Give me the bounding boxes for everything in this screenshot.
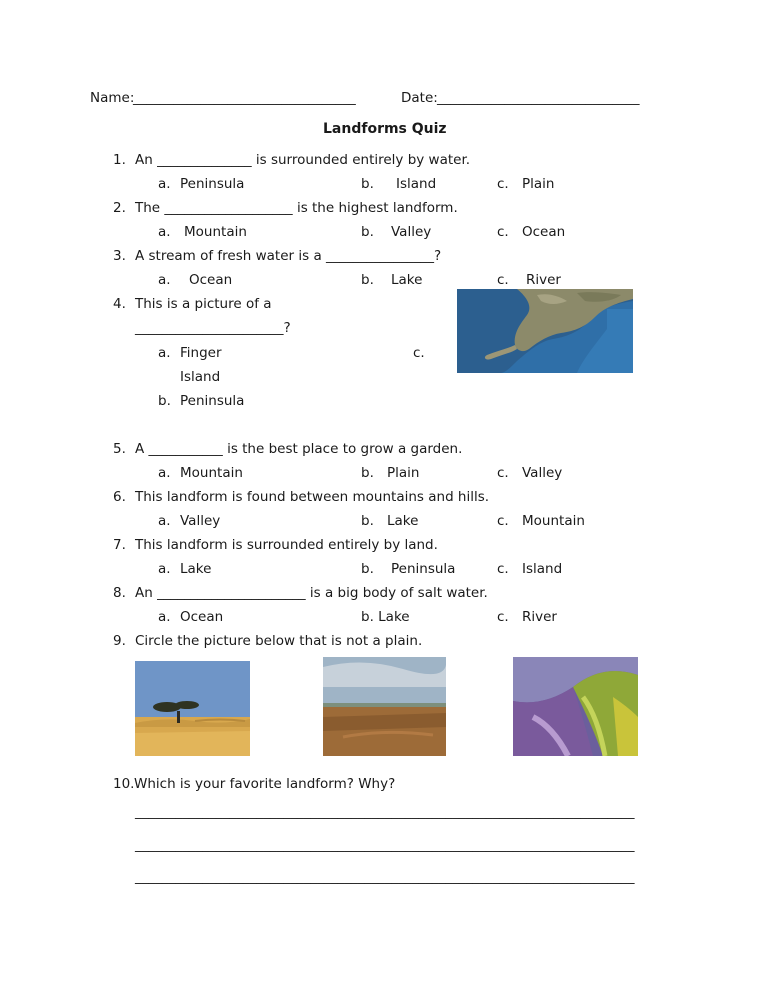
question-text: The ___________________ is the highest landform.: [135, 200, 458, 216]
option-letter: b.: [361, 224, 374, 240]
option-letter: c.: [497, 561, 509, 577]
option-b[interactable]: Island: [396, 176, 437, 192]
option-a[interactable]: Mountain: [184, 224, 247, 240]
option-letter: c.: [497, 609, 509, 625]
option-letter: c.: [413, 345, 425, 361]
question-text: ______________________?: [135, 320, 291, 336]
option-a[interactable]: Lake: [180, 561, 212, 577]
option-letter: a.: [158, 513, 171, 529]
date-label: Date:: [401, 90, 438, 106]
option-letter: b.: [361, 561, 374, 577]
answer-line[interactable]: __________________________________________________________________________: [135, 804, 635, 820]
option-letter: c.: [497, 465, 509, 481]
option-letter: c.: [497, 513, 509, 529]
question-text: A ___________ is the best place to grow a garden.: [135, 441, 463, 457]
option-a[interactable]: Finger: [180, 345, 222, 361]
option-letter: c.: [497, 176, 509, 192]
option-c[interactable]: Plain: [522, 176, 555, 192]
option-letter: b.: [361, 272, 374, 288]
option-b[interactable]: Valley: [391, 224, 432, 240]
name-label: Name:: [90, 90, 135, 106]
question-number: 9.: [113, 633, 126, 649]
option-letter: a.: [158, 609, 171, 625]
question-text: An ______________ is surrounded entirely by water.: [135, 152, 471, 168]
option-a[interactable]: Island: [180, 369, 221, 385]
peninsula-satellite-image: [457, 289, 633, 373]
grassland-plain-image[interactable]: [323, 657, 446, 756]
option-letter: b.: [361, 465, 374, 481]
question-text: Which is your favorite landform? Why?: [134, 776, 396, 792]
option-letter: b.: [361, 176, 374, 192]
option-letter: a.: [158, 345, 171, 361]
name-blank[interactable]: _________________________________: [133, 90, 356, 106]
option-b[interactable]: Peninsula: [180, 393, 245, 409]
option-letter: a.: [158, 561, 171, 577]
question-number: 6.: [113, 489, 126, 505]
option-letter: c.: [497, 272, 509, 288]
question-number: 2.: [113, 200, 126, 216]
question-number: 4.: [113, 296, 126, 312]
option-a[interactable]: Peninsula: [180, 176, 245, 192]
option-c[interactable]: River: [522, 609, 557, 625]
question-number: 3.: [113, 248, 126, 264]
question-text: Circle the picture below that is not a plain.: [135, 633, 423, 649]
option-a[interactable]: Ocean: [180, 609, 224, 625]
hills-wildflowers-image[interactable]: [513, 657, 638, 756]
option-c[interactable]: Mountain: [522, 513, 585, 529]
question-number: 8.: [113, 585, 126, 601]
question-text: An ______________________ is a big body of salt water.: [135, 585, 488, 601]
option-b[interactable]: b. Lake: [361, 609, 410, 625]
savanna-plain-image[interactable]: [135, 661, 250, 756]
answer-line[interactable]: __________________________________________________________________________: [135, 869, 635, 885]
question-number: 5.: [113, 441, 126, 457]
option-letter: b.: [361, 513, 374, 529]
option-b[interactable]: Lake: [387, 513, 419, 529]
option-a[interactable]: Ocean: [189, 272, 233, 288]
question-number: 10.: [113, 776, 135, 792]
option-a[interactable]: Mountain: [180, 465, 243, 481]
option-b[interactable]: Plain: [387, 465, 420, 481]
question-text: A stream of fresh water is a ________________?: [135, 248, 442, 264]
quiz-title: Landforms Quiz: [323, 121, 447, 137]
question-text: This is a picture of a: [135, 296, 272, 312]
option-c[interactable]: Valley: [522, 465, 563, 481]
option-letter: c.: [497, 224, 509, 240]
option-letter: a.: [158, 224, 171, 240]
date-blank[interactable]: ______________________________: [437, 90, 640, 106]
option-letter: b.: [158, 393, 171, 409]
option-c[interactable]: Ocean: [522, 224, 566, 240]
option-c[interactable]: Island: [522, 561, 563, 577]
question-number: 1.: [113, 152, 126, 168]
option-b[interactable]: Lake: [391, 272, 423, 288]
question-number: 7.: [113, 537, 126, 553]
option-b[interactable]: Peninsula: [391, 561, 456, 577]
option-letter: a.: [158, 176, 171, 192]
question-text: This landform is found between mountains and hills.: [135, 489, 490, 505]
question-text: This landform is surrounded entirely by land.: [135, 537, 438, 553]
option-a[interactable]: Valley: [180, 513, 221, 529]
option-c[interactable]: River: [526, 272, 561, 288]
option-letter: a.: [158, 272, 171, 288]
answer-line[interactable]: __________________________________________________________________________: [135, 837, 635, 853]
option-letter: a.: [158, 465, 171, 481]
